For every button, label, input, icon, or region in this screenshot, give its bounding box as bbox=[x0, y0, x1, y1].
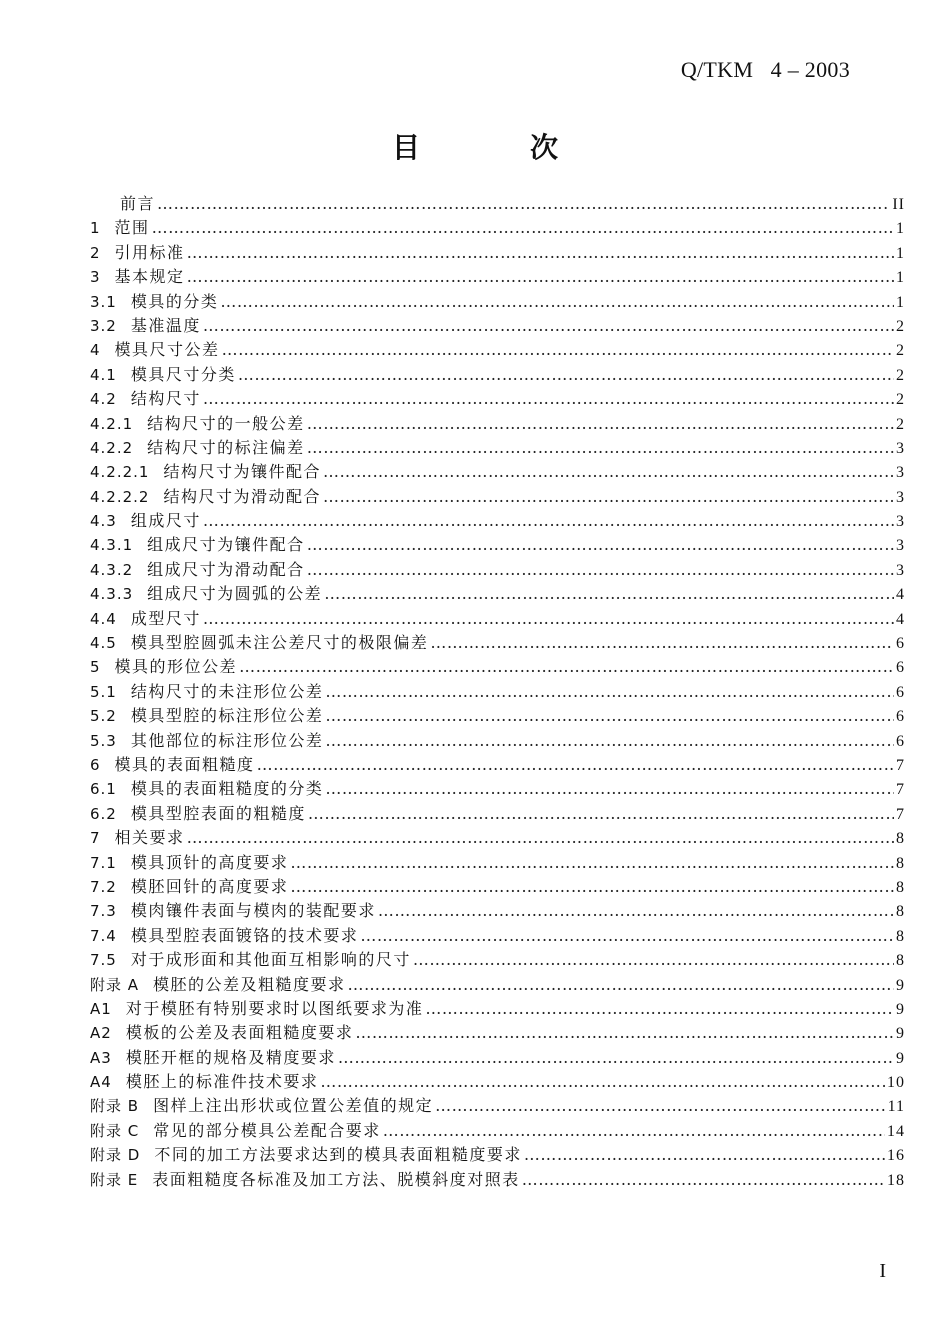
toc-page-number: 9 bbox=[896, 1025, 905, 1043]
page-number: I bbox=[879, 1260, 886, 1282]
toc-entry[interactable] bbox=[90, 1021, 905, 1045]
toc-page-number: 3 bbox=[896, 537, 905, 555]
toc-section-number: A1 bbox=[90, 999, 112, 1018]
toc-entry[interactable] bbox=[90, 1094, 905, 1118]
toc-entry[interactable] bbox=[90, 997, 905, 1021]
toc-section-number: A4 bbox=[90, 1073, 112, 1092]
toc-page-number: 6 bbox=[896, 683, 905, 701]
toc-dot-leader bbox=[187, 826, 894, 850]
toc-dot-leader bbox=[324, 582, 894, 606]
toc-section-title: 模具的表面粗糙度 bbox=[114, 754, 255, 774]
toc-page-number: 4 bbox=[896, 610, 905, 628]
toc-section-number: 4.2.2.1 bbox=[90, 463, 150, 482]
toc-section-title: 组成尺寸为滑动配合 bbox=[147, 559, 305, 579]
toc-section-title: 对于模胚有特别要求时以图纸要求为准 bbox=[125, 998, 424, 1018]
toc-section-number: 3 bbox=[90, 268, 101, 287]
toc-section-number: 7.3 bbox=[90, 902, 117, 921]
toc-dot-leader bbox=[325, 729, 894, 753]
toc-section-number: 4.4 bbox=[90, 609, 117, 628]
toc-section-title: 结构尺寸的一般公差 bbox=[147, 413, 305, 433]
toc-entry[interactable] bbox=[90, 753, 905, 777]
toc-page-number: 1 bbox=[896, 269, 905, 287]
toc-entry[interactable] bbox=[90, 412, 905, 436]
toc-dot-leader bbox=[435, 1094, 886, 1118]
toc-section-number: 4.3.3 bbox=[90, 585, 134, 604]
toc-page-number: 8 bbox=[896, 927, 905, 945]
toc-dot-leader bbox=[157, 192, 890, 216]
toc-entry[interactable] bbox=[90, 680, 905, 704]
toc-section-number: 附录 E bbox=[90, 1170, 139, 1189]
toc-page-number: 8 bbox=[896, 952, 905, 970]
toc-section-title: 模具的形位公差 bbox=[114, 657, 238, 677]
toc-entry[interactable] bbox=[90, 265, 905, 289]
toc-entry[interactable] bbox=[90, 338, 905, 362]
toc-section-title: 模具尺寸分类 bbox=[130, 364, 236, 384]
toc-section-title: 模具型腔的标注形位公差 bbox=[130, 706, 324, 726]
toc-dot-leader bbox=[378, 899, 894, 923]
toc-entry[interactable] bbox=[90, 241, 905, 265]
toc-entry[interactable] bbox=[90, 290, 905, 314]
toc-section-title: 组成尺寸 bbox=[130, 511, 201, 531]
toc-section-title: 对于成形面和其他面互相影响的尺寸 bbox=[130, 950, 411, 970]
toc-page-number: 8 bbox=[896, 854, 905, 872]
toc-entry[interactable] bbox=[90, 655, 905, 679]
toc-entry[interactable] bbox=[90, 704, 905, 728]
toc-section-title: 模胚上的标准件技术要求 bbox=[125, 1072, 319, 1092]
toc-page-number: 4 bbox=[896, 586, 905, 604]
toc-page-number: 1 bbox=[896, 220, 905, 238]
toc-section-number: 1 bbox=[90, 219, 101, 238]
toc-section-title: 常见的部分模具公差配合要求 bbox=[153, 1120, 381, 1140]
toc-section-number: 附录 B bbox=[90, 1097, 140, 1116]
toc-section-number: 附录 D bbox=[90, 1146, 141, 1165]
toc-section-number: A2 bbox=[90, 1024, 112, 1043]
toc-dot-leader bbox=[187, 241, 894, 265]
toc-dot-leader bbox=[383, 1119, 885, 1143]
toc-section-number: 4.2 bbox=[90, 390, 117, 409]
toc-dot-leader bbox=[325, 704, 894, 728]
toc-page-number: 3 bbox=[896, 439, 905, 457]
toc-section-title: 模肉镶件表面与模肉的装配要求 bbox=[130, 901, 376, 921]
toc-section-title: 模具尺寸公差 bbox=[114, 340, 220, 360]
toc-section-number: 附录 A bbox=[90, 975, 140, 994]
toc-section-title: 表面粗糙度各标准及加工方法、脱模斜度对照表 bbox=[152, 1169, 520, 1189]
toc-page-number: 9 bbox=[896, 976, 905, 994]
toc-dot-leader bbox=[320, 1070, 885, 1094]
toc-section-number: 3.1 bbox=[90, 292, 117, 311]
toc-section-number: 7 bbox=[90, 829, 101, 848]
toc-page-number: 8 bbox=[896, 878, 905, 896]
title-char-right: 次 bbox=[530, 131, 559, 164]
toc-section-title: 图样上注出形状或位置公差值的规定 bbox=[153, 1096, 434, 1116]
toc-section-title: 结构尺寸为滑动配合 bbox=[163, 486, 321, 506]
toc-page-number: 2 bbox=[896, 342, 905, 360]
toc-entry[interactable] bbox=[90, 777, 905, 801]
toc-page-number: 1 bbox=[896, 293, 905, 311]
toc-section-number: 4.3 bbox=[90, 512, 117, 531]
toc-entry[interactable] bbox=[90, 1143, 905, 1167]
toc-section-number: 6 bbox=[90, 755, 101, 774]
toc-dot-leader bbox=[524, 1143, 885, 1167]
toc-dot-leader bbox=[307, 558, 894, 582]
toc-section-title: 不同的加工方法要求达到的模具表面粗糙度要求 bbox=[154, 1145, 522, 1165]
toc-section-number: 7.1 bbox=[90, 853, 117, 872]
page-title bbox=[0, 126, 950, 166]
toc-section-title: 模具顶针的高度要求 bbox=[130, 852, 289, 872]
toc-section-title: 模板的公差及表面粗糙度要求 bbox=[125, 1023, 354, 1043]
toc-entry[interactable] bbox=[90, 607, 905, 631]
toc-section-title: 模具的分类 bbox=[130, 291, 219, 311]
toc-page-number: 6 bbox=[896, 659, 905, 677]
toc-dot-leader bbox=[360, 924, 894, 948]
toc-entry[interactable] bbox=[90, 826, 905, 850]
toc-entry[interactable] bbox=[90, 192, 905, 216]
toc-page-number: 2 bbox=[896, 366, 905, 384]
toc-entry[interactable] bbox=[90, 802, 905, 826]
toc-dot-leader bbox=[522, 1168, 885, 1192]
toc-dot-leader bbox=[323, 460, 894, 484]
toc-dot-leader bbox=[203, 314, 894, 338]
toc-section-number: 7.5 bbox=[90, 951, 117, 970]
toc-dot-leader bbox=[325, 680, 894, 704]
toc-dot-leader bbox=[187, 265, 894, 289]
toc-entry[interactable] bbox=[90, 582, 905, 606]
toc-entry[interactable] bbox=[90, 1119, 905, 1143]
toc-page-number: 2 bbox=[896, 317, 905, 335]
toc-page-number: 9 bbox=[896, 1049, 905, 1067]
toc-section-title: 模具的表面粗糙度的分类 bbox=[130, 779, 324, 799]
toc-dot-leader bbox=[323, 485, 894, 509]
toc-section-number: 4.2.1 bbox=[90, 414, 134, 433]
title-char-left: 目 bbox=[391, 131, 420, 164]
toc-page-number: 7 bbox=[896, 781, 905, 799]
toc-entry[interactable] bbox=[90, 533, 905, 557]
toc-dot-leader bbox=[413, 948, 894, 972]
toc-page-number: 7 bbox=[896, 756, 905, 774]
toc-entry[interactable] bbox=[90, 558, 905, 582]
toc-section-title: 结构尺寸的未注形位公差 bbox=[130, 681, 324, 701]
toc-dot-leader bbox=[239, 655, 894, 679]
toc-dot-leader bbox=[222, 338, 894, 362]
toc-dot-leader bbox=[152, 216, 894, 240]
toc-section-number: 5.1 bbox=[90, 682, 117, 701]
toc-page-number: 3 bbox=[896, 561, 905, 579]
toc-section-number: 4.3.2 bbox=[90, 560, 134, 579]
toc-entry[interactable] bbox=[90, 948, 905, 972]
toc-section-number: 5.3 bbox=[90, 731, 117, 750]
toc-section-title: 其他部位的标注形位公差 bbox=[130, 730, 324, 750]
toc-section-number: 7.2 bbox=[90, 877, 117, 896]
toc-dot-leader bbox=[425, 997, 894, 1021]
toc-section-number: 4.1 bbox=[90, 365, 117, 384]
toc-dot-leader bbox=[220, 290, 894, 314]
toc-dot-leader bbox=[203, 509, 894, 533]
toc-page-number: 18 bbox=[887, 1171, 905, 1189]
toc-dot-leader bbox=[430, 631, 894, 655]
toc-section-title: 成型尺寸 bbox=[130, 608, 201, 628]
toc-section-number: 6.2 bbox=[90, 804, 117, 823]
toc-section-title: 模胚开框的规格及精度要求 bbox=[125, 1047, 336, 1067]
toc-section-number: 4 bbox=[90, 341, 101, 360]
toc-page-number: 3 bbox=[896, 464, 905, 482]
toc-entry[interactable] bbox=[90, 973, 905, 997]
toc-page-number: 8 bbox=[896, 903, 905, 921]
toc-section-title: 结构尺寸为镶件配合 bbox=[163, 462, 321, 482]
toc-page-number: 3 bbox=[896, 488, 905, 506]
toc-section-title: 引用标准 bbox=[114, 242, 185, 262]
toc-entry[interactable] bbox=[90, 436, 905, 460]
toc-page-number: 3 bbox=[896, 513, 905, 531]
toc-entry[interactable] bbox=[90, 363, 905, 387]
toc-page-number: II bbox=[892, 196, 905, 213]
toc-page-number: 16 bbox=[887, 1147, 905, 1165]
toc-section-title: 模具型腔表面镀铬的技术要求 bbox=[130, 925, 359, 945]
toc-entry[interactable] bbox=[90, 1070, 905, 1094]
toc-section-title: 模具型腔表面的粗糙度 bbox=[130, 803, 306, 823]
toc-page-number: 11 bbox=[887, 1098, 905, 1116]
toc-dot-leader bbox=[307, 436, 894, 460]
toc-dot-leader bbox=[307, 533, 894, 557]
toc-dot-leader bbox=[338, 1046, 894, 1070]
toc-entry[interactable] bbox=[90, 387, 905, 411]
toc-section-title: 前言 bbox=[120, 194, 156, 213]
toc-dot-leader bbox=[308, 802, 894, 826]
toc-section-number: 4.5 bbox=[90, 634, 117, 653]
toc-entry[interactable] bbox=[90, 851, 905, 875]
toc-page-number: 6 bbox=[896, 708, 905, 726]
toc-section-number: A3 bbox=[90, 1048, 112, 1067]
toc-section-title: 相关要求 bbox=[114, 828, 185, 848]
toc-section-title: 组成尺寸为镶件配合 bbox=[147, 535, 305, 555]
standard-code: Q/TKM 4 – 2003 bbox=[680, 57, 850, 82]
toc-dot-leader bbox=[348, 973, 894, 997]
toc-section-title: 模胚回针的高度要求 bbox=[130, 876, 289, 896]
toc-page-number: 14 bbox=[887, 1122, 905, 1140]
toc-entry[interactable] bbox=[90, 924, 905, 948]
toc-section-number: 3.2 bbox=[90, 316, 117, 335]
toc-section-number: 7.4 bbox=[90, 926, 117, 945]
toc-section-number: 5.2 bbox=[90, 707, 117, 726]
toc-section-number: 4.3.1 bbox=[90, 536, 134, 555]
toc-section-number: 4.2.2 bbox=[90, 438, 134, 457]
toc-dot-leader bbox=[203, 607, 894, 631]
toc-entry[interactable] bbox=[90, 460, 905, 484]
toc-entry[interactable] bbox=[90, 1168, 905, 1192]
toc-section-title: 基准温度 bbox=[130, 315, 201, 335]
table-of-contents bbox=[90, 192, 905, 1192]
toc-section-title: 结构尺寸 bbox=[130, 389, 201, 409]
toc-dot-leader bbox=[355, 1021, 894, 1045]
toc-section-title: 模具型腔圆弧未注公差尺寸的极限偏差 bbox=[130, 633, 429, 653]
toc-entry[interactable] bbox=[90, 314, 905, 338]
toc-entry[interactable] bbox=[90, 729, 905, 753]
toc-entry[interactable] bbox=[90, 485, 905, 509]
toc-entry[interactable] bbox=[90, 216, 905, 240]
toc-section-number: 5 bbox=[90, 658, 101, 677]
toc-dot-leader bbox=[257, 753, 894, 777]
toc-page-number: 6 bbox=[896, 732, 905, 750]
toc-section-title: 组成尺寸为圆弧的公差 bbox=[147, 584, 323, 604]
toc-section-number: 4.2.2.2 bbox=[90, 487, 150, 506]
toc-page-number: 8 bbox=[896, 830, 905, 848]
toc-dot-leader bbox=[290, 851, 894, 875]
toc-section-title: 结构尺寸的标注偏差 bbox=[147, 437, 305, 457]
toc-section-number: 附录 C bbox=[90, 1121, 140, 1140]
toc-section-number: 6.1 bbox=[90, 780, 117, 799]
toc-page-number: 10 bbox=[887, 1074, 905, 1092]
toc-entry[interactable] bbox=[90, 899, 905, 923]
toc-entry[interactable] bbox=[90, 509, 905, 533]
toc-dot-leader bbox=[290, 875, 894, 899]
toc-section-number: 2 bbox=[90, 243, 101, 262]
toc-section-title: 模胚的公差及粗糙度要求 bbox=[153, 974, 346, 994]
toc-dot-leader bbox=[238, 363, 894, 387]
toc-page-number: 6 bbox=[896, 635, 905, 653]
toc-entry[interactable] bbox=[90, 631, 905, 655]
toc-section-title: 范围 bbox=[114, 218, 150, 238]
toc-dot-leader bbox=[203, 387, 894, 411]
toc-page-number: 7 bbox=[896, 805, 905, 823]
toc-page-number: 1 bbox=[896, 244, 905, 262]
toc-entry[interactable] bbox=[90, 875, 905, 899]
toc-page-number: 2 bbox=[896, 391, 905, 409]
toc-page-number: 9 bbox=[896, 1000, 905, 1018]
toc-page-number: 2 bbox=[896, 415, 905, 433]
toc-dot-leader bbox=[307, 412, 894, 436]
toc-dot-leader bbox=[325, 777, 894, 801]
toc-section-title: 基本规定 bbox=[114, 267, 185, 287]
toc-entry[interactable] bbox=[90, 1046, 905, 1070]
